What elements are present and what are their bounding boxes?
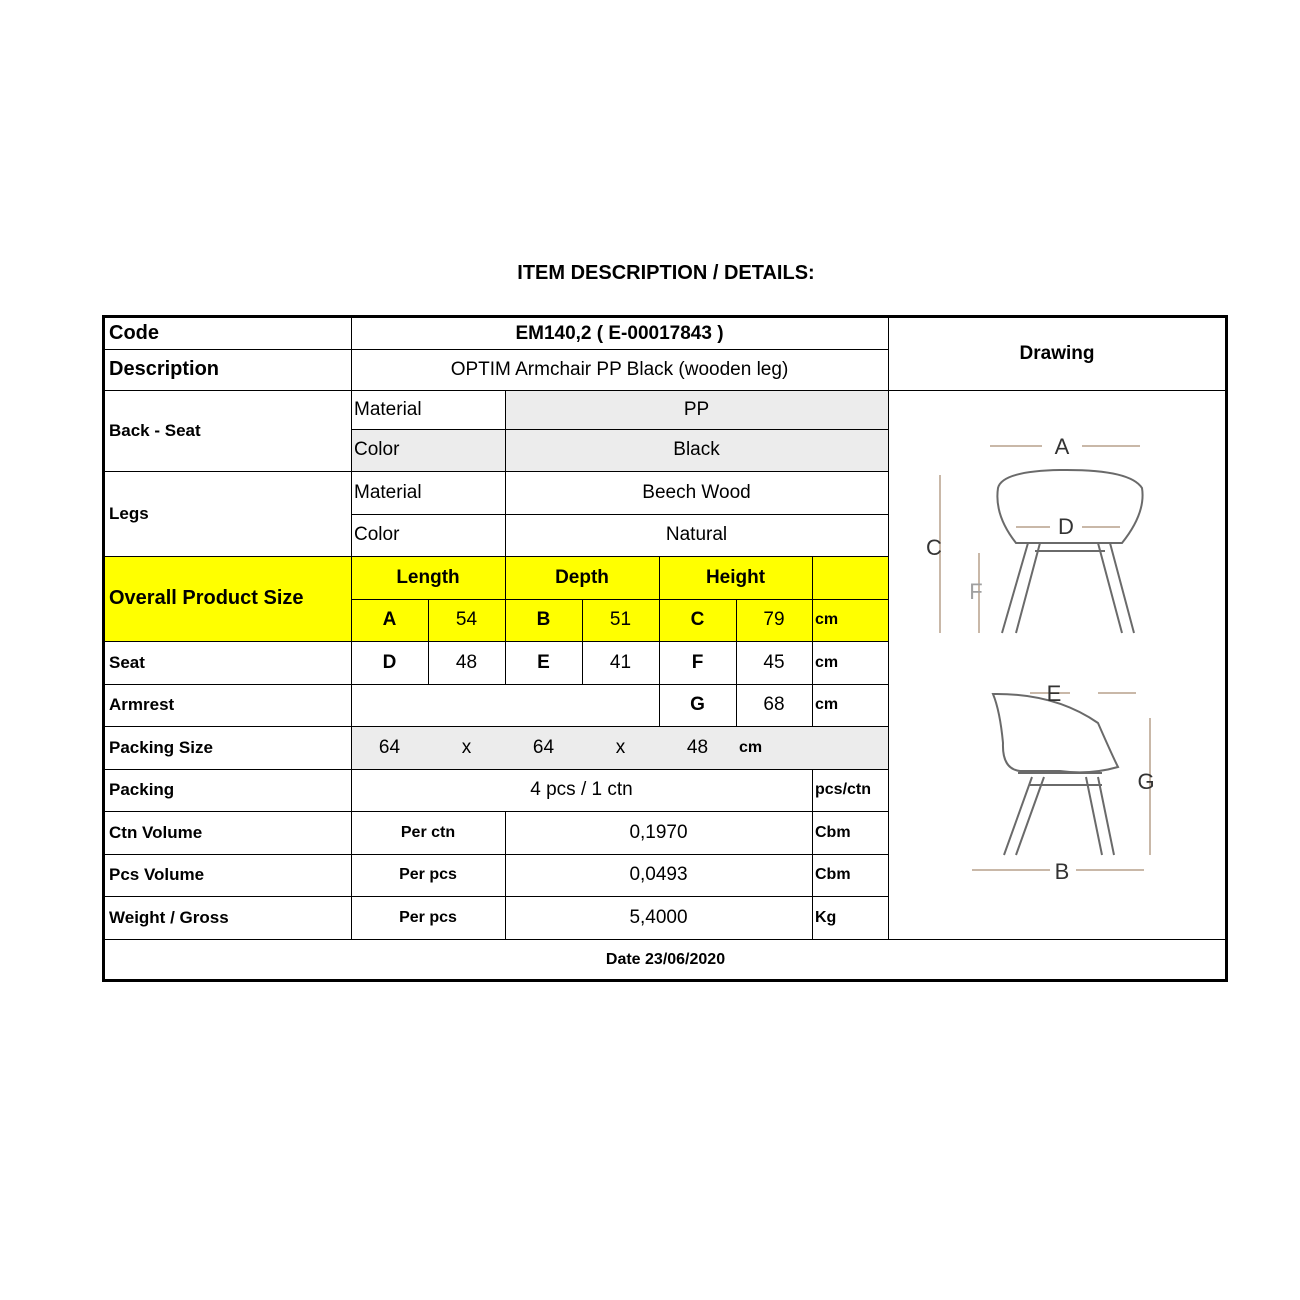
- dim-c-value: 79: [763, 609, 785, 630]
- back-seat-color: Black: [673, 439, 720, 460]
- document-title: ITEM DESCRIPTION / DETAILS:: [517, 262, 815, 284]
- drawing-label-e: E: [1046, 681, 1062, 706]
- dim-a-value: 54: [455, 609, 478, 630]
- weight-value: 5,4000: [629, 906, 688, 928]
- drawing-label-g: G: [1137, 769, 1155, 794]
- dim-e-letter: E: [537, 651, 550, 673]
- legs-color-label: Color: [354, 524, 400, 545]
- packing-unit: pcs/ctn: [815, 781, 872, 798]
- drawing-header: Drawing: [1019, 343, 1095, 364]
- ctn-volume-value: 0,1970: [629, 821, 688, 843]
- packing-length: 64: [378, 736, 401, 758]
- date-footer: Date 23/06/2020: [605, 950, 726, 968]
- seat-label: Seat: [109, 652, 145, 672]
- packing-width: 64: [532, 736, 555, 758]
- legs-material-label: Material: [354, 481, 422, 503]
- weight-per: Per pcs: [399, 908, 457, 926]
- pcs-volume-per: Per pcs: [399, 866, 457, 883]
- ctn-volume-per: Per ctn: [400, 823, 456, 841]
- packing-size-unit: cm: [739, 738, 763, 756]
- packing-height: 48: [686, 736, 709, 758]
- pcs-volume-value: 0,0493: [629, 864, 688, 885]
- item-details-table: [102, 315, 1228, 982]
- dim-d-letter: D: [382, 651, 397, 673]
- dim-b-value: 51: [609, 609, 632, 630]
- ctn-volume-unit: Cbm: [815, 823, 851, 841]
- legs-material: Beech Wood: [642, 481, 751, 503]
- chair-drawing: [890, 393, 1228, 941]
- pcs-volume-unit: Cbm: [815, 866, 851, 883]
- dim-g-value: 68: [763, 694, 785, 715]
- dim-a-letter: A: [382, 609, 397, 630]
- back-seat-label: Back - Seat: [109, 420, 201, 440]
- dim-c-letter: C: [690, 609, 705, 630]
- dim-b-letter: B: [536, 609, 551, 630]
- height-header: Height: [705, 566, 766, 588]
- legs-label: Legs: [109, 503, 149, 523]
- drawing-label-a: A: [1054, 434, 1070, 459]
- packing-sep-1: x: [461, 736, 472, 758]
- ctn-volume-label: Ctn Volume: [109, 822, 203, 842]
- packing-sep-2: x: [615, 736, 626, 758]
- dim-f-value: 45: [763, 651, 785, 673]
- overall-size-label: Overall Product Size: [109, 587, 304, 609]
- drawing-label-c: C: [926, 535, 942, 560]
- dim-f-letter: F: [691, 651, 704, 673]
- drawing-label-d: D: [1058, 514, 1074, 539]
- dim-d-value: 48: [455, 651, 478, 673]
- overall-unit: cm: [815, 611, 839, 628]
- legs-color: Natural: [665, 524, 728, 545]
- dim-g-letter: G: [690, 694, 705, 715]
- code-label: Code: [109, 322, 159, 344]
- armrest-label: Armrest: [109, 695, 175, 714]
- description-label: Description: [109, 358, 220, 380]
- depth-header: Depth: [555, 566, 609, 588]
- packing-size-label: Packing Size: [109, 737, 213, 757]
- back-seat-material: PP: [683, 398, 710, 420]
- armrest-unit: cm: [815, 696, 839, 713]
- packing-label: Packing: [109, 780, 175, 799]
- side-back-leg: [1086, 777, 1114, 855]
- length-header: Length: [396, 566, 460, 588]
- back-seat-material-label: Material: [354, 398, 422, 420]
- side-front-leg: [1004, 777, 1044, 855]
- seat-unit: cm: [815, 653, 839, 671]
- drawing-label-b: B: [1054, 859, 1070, 884]
- dim-e-value: 41: [609, 651, 632, 673]
- drawing-label-f: F: [969, 579, 983, 604]
- back-seat-color-label: Color: [354, 439, 400, 460]
- front-right-leg: [1098, 543, 1134, 633]
- col-line: [888, 318, 889, 939]
- packing-value: 4 pcs / 1 ctn: [530, 779, 633, 800]
- weight-unit: Kg: [815, 908, 837, 926]
- description-value: OPTIM Armchair PP Black (wooden leg): [450, 358, 789, 380]
- weight-label: Weight / Gross: [109, 907, 229, 927]
- pcs-volume-label: Pcs Volume: [109, 865, 205, 884]
- front-left-leg: [1002, 543, 1040, 633]
- code-value: EM140,2 ( E-00017843 ): [515, 322, 724, 344]
